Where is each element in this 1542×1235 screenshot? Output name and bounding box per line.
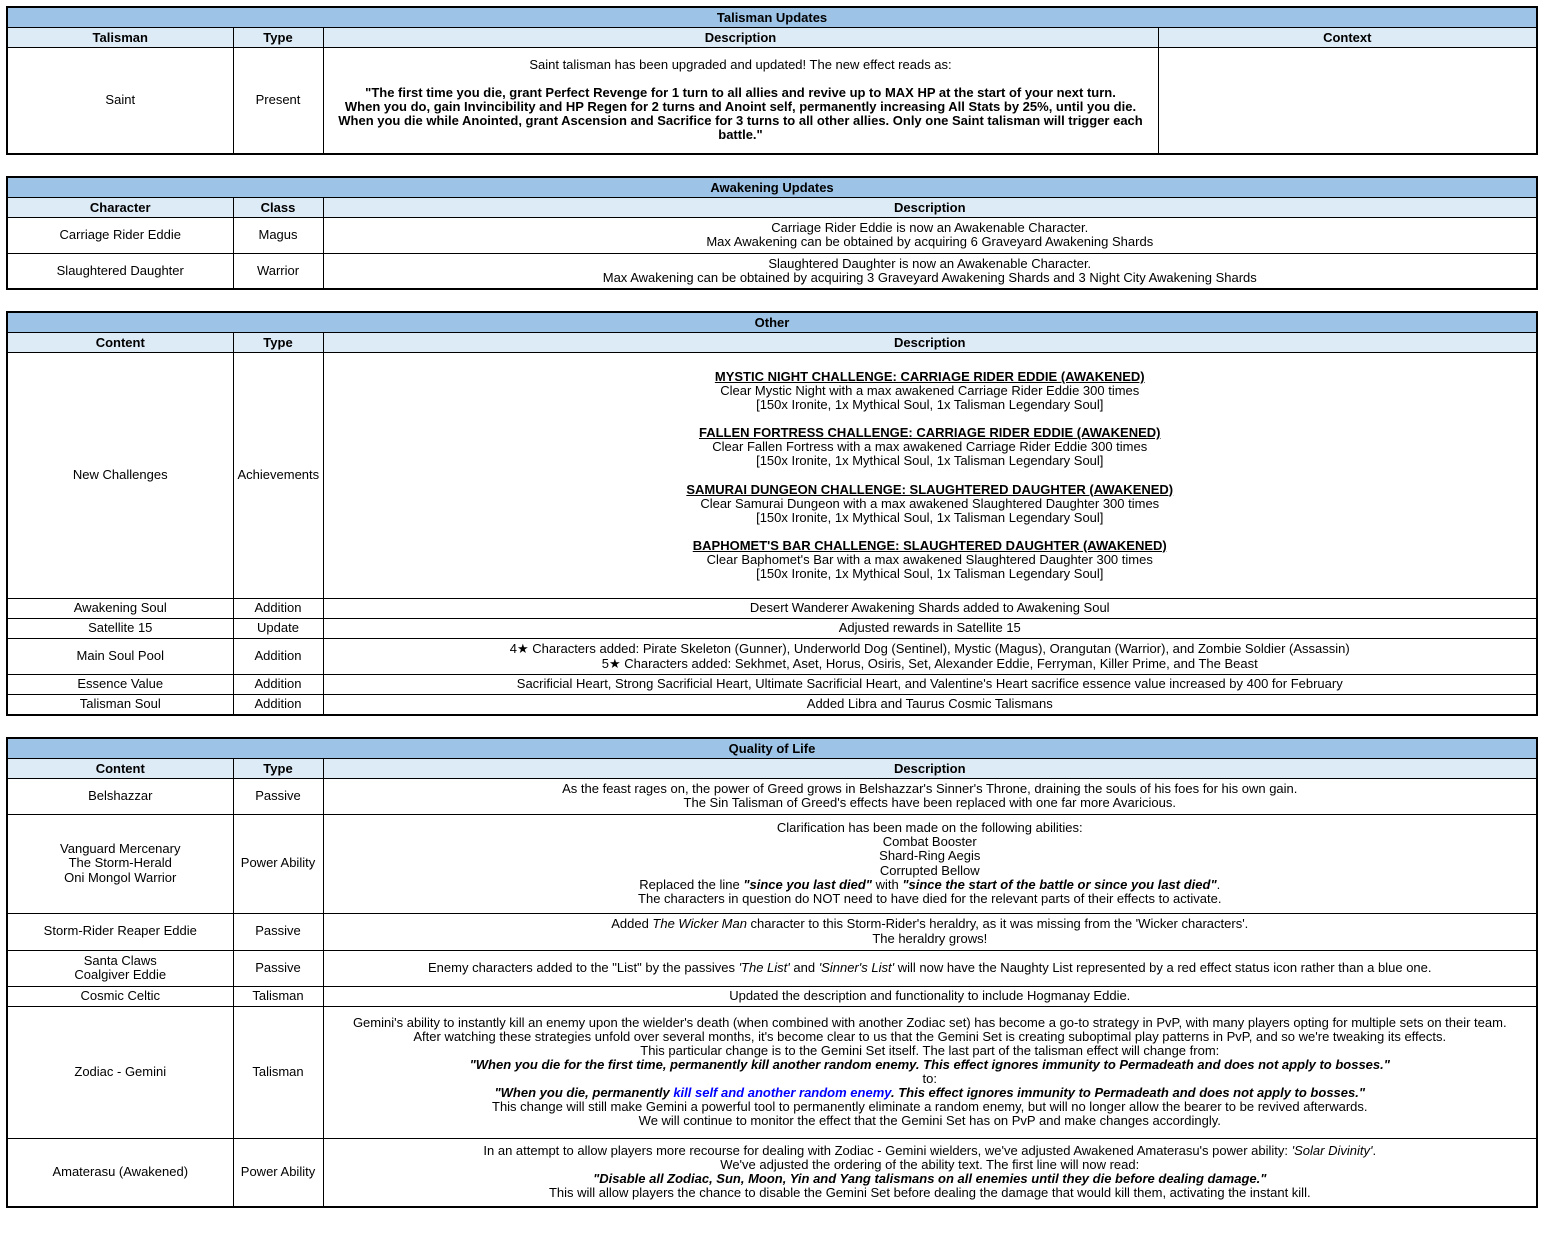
text-line <box>328 932 1533 946</box>
table-cell <box>1158 48 1537 154</box>
text-line <box>328 878 1533 892</box>
text-segment: Talisman <box>252 1063 304 1079</box>
table-row <box>7 814 1537 913</box>
text-segment: and <box>789 959 819 975</box>
text-segment: Power Ability <box>240 1164 316 1180</box>
text-segment: Replaced the line <box>639 876 744 892</box>
column-header: Description <box>323 333 1537 353</box>
text-segment: This change will still make Gemini a powerful tool to permanently eliminate a random enemy, but will no longer allow the bearer to be revived afterwards. <box>492 1099 1368 1115</box>
text-segment: Clear Fallen Fortress with a max awakened Carriage Rider Eddie 300 times <box>712 439 1148 455</box>
table-cell <box>323 950 1537 986</box>
text-segment: Present <box>255 92 301 108</box>
table-cell <box>233 675 323 695</box>
table-cell <box>233 950 323 986</box>
table-cell <box>7 675 233 695</box>
text-segment: Amaterasu (Awakened) <box>52 1164 189 1180</box>
text-line <box>328 1044 1533 1058</box>
text-line <box>328 235 1533 249</box>
text-line <box>328 849 1533 863</box>
table-cell <box>7 353 233 599</box>
table-cell <box>323 1138 1537 1207</box>
text-line <box>12 1065 229 1079</box>
text-line <box>238 601 319 615</box>
text-segment: "since you last died" <box>743 876 872 892</box>
text-line <box>328 601 1533 615</box>
table-cell <box>323 1006 1537 1138</box>
column-header: Class <box>233 197 323 217</box>
text-line <box>328 370 1533 384</box>
text-line <box>328 553 1533 567</box>
text-segment: to: <box>922 1071 937 1086</box>
text-segment: "since the start of the battle or since you last died" <box>902 876 1217 892</box>
text-segment: [150x Ironite, 1x Mythical Soul, 1x Talisman Legendary Soul] <box>756 509 1104 525</box>
text-segment: Vanguard Mercenary <box>60 841 181 857</box>
text-segment: SAMURAI DUNGEON CHALLENGE: SLAUGHTERED DAUGHTER (AWAKENED) <box>686 481 1174 497</box>
text-line <box>238 228 319 242</box>
table-cell <box>323 814 1537 913</box>
text-line <box>328 835 1533 849</box>
text-line <box>328 677 1533 691</box>
text-line <box>328 483 1533 497</box>
text-line <box>328 892 1533 906</box>
text-segment: Storm-Rider Reaper Eddie <box>43 923 197 939</box>
table-cell <box>7 217 233 253</box>
text-line <box>12 954 229 968</box>
text-segment: New Challenges <box>72 467 168 483</box>
table-quality-of-life <box>6 737 1538 1209</box>
text-line <box>12 677 229 691</box>
text-segment: We will continue to monitor the effect that the Gemini Set has on PvP and make changes accordingly. <box>638 1113 1221 1129</box>
text-segment: Santa Claws <box>83 952 157 968</box>
text-line <box>328 1086 1533 1100</box>
text-line <box>328 58 1154 72</box>
text-segment: 'Solar Divinity' <box>1291 1143 1373 1159</box>
table-row <box>7 913 1537 950</box>
text-segment: Cosmic Celtic <box>80 987 160 1003</box>
text-segment: Belshazzar <box>88 787 153 803</box>
table-row <box>7 778 1537 814</box>
text-segment: The characters in question do NOT need to have died for the relevant parts of their effects to activate. <box>638 890 1222 906</box>
column-header-row <box>7 333 1537 353</box>
text-line <box>328 1172 1533 1186</box>
text-segment: 5★ Characters added: Sekhmet, Aset, Horus, Osiris, Set, Alexander Eddie, Ferryman, Killer Prime, and The Beast <box>601 655 1258 671</box>
text-line <box>328 72 1154 86</box>
text-line <box>238 468 319 482</box>
table-cell <box>323 48 1158 154</box>
text-segment: Passive <box>255 959 301 975</box>
table-row <box>7 695 1537 715</box>
table-cell <box>233 639 323 675</box>
text-line <box>328 468 1533 482</box>
text-segment: MYSTIC NIGHT CHALLENGE: CARRIAGE RIDER EDDIE (AWAKENED) <box>714 369 1145 385</box>
table-cell <box>233 778 323 814</box>
table-cell <box>233 599 323 619</box>
text-segment: 'Sinner's List' <box>818 959 895 975</box>
text-segment: Combat Booster <box>882 834 977 850</box>
text-line <box>328 398 1533 412</box>
table-cell <box>233 1006 323 1138</box>
text-line <box>238 856 319 870</box>
table-cell <box>233 619 323 639</box>
table-row <box>7 639 1537 675</box>
text-segment: [150x Ironite, 1x Mythical Soul, 1x Talisman Legendary Soul] <box>756 453 1104 469</box>
text-line <box>238 789 319 803</box>
text-segment: kill self and another random enemy <box>673 1085 891 1101</box>
text-segment: Saint <box>105 92 136 108</box>
text-segment: "When you die for the first time, permanently kill another random enemy. This effect ignores immunity to Permadeath and does not apply to bosses." <box>469 1056 1390 1072</box>
text-line <box>328 567 1533 581</box>
text-segment: "The first time you die, grant Perfect Revenge for 1 turn to all allies and revive up to MAX HP at the start of your next turn. <box>365 85 1116 101</box>
text-segment: Clear Mystic Night with a max awakened Carriage Rider Eddie 300 times <box>720 383 1140 399</box>
text-segment: Awakening Soul <box>73 600 167 616</box>
text-segment: . This effect ignores immunity to Permadeath and does not apply to bosses." <box>891 1085 1366 1101</box>
text-segment: We've adjusted the ordering of the ability text. The first line will now read: <box>720 1157 1140 1173</box>
table-cell <box>233 353 323 599</box>
table-cell <box>7 986 233 1006</box>
text-segment: Max Awakening can be obtained by acquiring 3 Graveyard Awakening Shards and 3 Night City Awakening Shards <box>602 269 1257 285</box>
text-segment: Saint talisman has been upgraded and updated! The new effect reads as: <box>529 57 952 73</box>
text-segment: 4★ Characters added: Pirate Skeleton (Gunner), Underworld Dog (Sentinel), Mystic (Magus), Orangutan (Warrior), and Zombie Soldier (Assassin) <box>509 641 1350 657</box>
table-cell <box>233 814 323 913</box>
table-cell <box>323 353 1537 599</box>
text-line <box>328 525 1533 539</box>
table-row <box>7 253 1537 289</box>
text-line <box>328 961 1533 975</box>
column-header: Type <box>233 28 323 48</box>
text-segment: Main Soul Pool <box>76 648 164 664</box>
text-segment: with <box>871 876 903 892</box>
table-cell <box>7 913 233 950</box>
text-line <box>12 1165 229 1179</box>
text-segment: "Disable all Zodiac, Sun, Moon, Yin and Yang talismans on all enemies until they die before dealing damage." <box>593 1171 1267 1187</box>
text-segment: Adjusted rewards in Satellite 15 <box>838 620 1021 636</box>
table-cell <box>7 814 233 913</box>
text-segment: Added <box>611 916 653 932</box>
text-line <box>328 642 1533 656</box>
text-line <box>328 989 1533 1003</box>
text-segment: This particular change is to the Gemini Set itself. The last part of the talisman effect will change from: <box>640 1042 1220 1058</box>
table-row <box>7 986 1537 1006</box>
table-cell <box>323 253 1537 289</box>
table-row <box>7 353 1537 599</box>
table-row <box>7 1138 1537 1207</box>
table-cell <box>7 253 233 289</box>
table-cell <box>7 778 233 814</box>
text-segment: Power Ability <box>240 855 316 871</box>
text-line <box>328 1158 1533 1172</box>
column-header: Content <box>7 758 233 778</box>
text-segment: This will allow players the chance to disable the Gemini Set before dealing the damage that would kill them, activating the instant kill. <box>548 1185 1311 1201</box>
column-header: Character <box>7 197 233 217</box>
text-segment: Sacrificial Heart, Strong Sacrificial Heart, Ultimate Sacrificial Heart, and Valentine's Heart sacrifice essence value increased by 400 for February <box>516 676 1343 692</box>
table-cell <box>323 778 1537 814</box>
text-segment: Addition <box>254 600 302 616</box>
text-line <box>238 621 319 635</box>
table-cell <box>233 986 323 1006</box>
column-header: Description <box>323 758 1537 778</box>
text-segment: Addition <box>254 676 302 692</box>
text-segment: Slaughtered Daughter <box>56 262 184 278</box>
table-row <box>7 675 1537 695</box>
text-segment: Oni Mongol Warrior <box>64 869 177 885</box>
table-title: Other <box>7 312 1537 333</box>
text-segment: As the feast rages on, the power of Greed grows in Belshazzar's Sinner's Throne, draining the souls of his foes for his own gain. <box>562 780 1298 796</box>
text-line <box>12 856 229 870</box>
text-segment: Gemini's ability to instantly kill an enemy upon the wielder's death (when combined with another Zodiac set) has become a go-to strategy in PvP, with many players opting for multiple sets on their team. <box>352 1014 1507 1030</box>
text-line <box>328 657 1533 671</box>
text-segment: Coalgiver Eddie <box>74 967 167 982</box>
text-line <box>328 796 1533 810</box>
text-line <box>328 697 1533 711</box>
text-segment: Satellite 15 <box>88 620 153 636</box>
table-cell <box>7 1138 233 1207</box>
text-segment: When you die while Anointed, grant Ascension and Sacrifice for 3 turns to all other allies. Only one Saint talisman will trigger each battle." <box>338 113 1143 143</box>
text-line <box>328 621 1533 635</box>
table-cell <box>323 639 1537 675</box>
text-line <box>12 621 229 635</box>
text-line <box>328 497 1533 511</box>
table-title: Quality of Life <box>7 738 1537 759</box>
table-title-row <box>7 312 1537 333</box>
text-line <box>12 468 229 482</box>
table-other <box>6 311 1538 716</box>
table-talisman-updates <box>6 6 1538 155</box>
table-title: Talisman Updates <box>7 7 1537 28</box>
text-segment: The Wicker Man <box>652 916 747 932</box>
column-header: Type <box>233 758 323 778</box>
text-segment: Addition <box>254 648 302 664</box>
text-segment: Talisman <box>252 987 304 1003</box>
text-line <box>12 93 229 107</box>
text-segment: "When you die, permanently <box>494 1085 674 1101</box>
text-segment: [150x Ironite, 1x Mythical Soul, 1x Talisman Legendary Soul] <box>756 565 1104 581</box>
table-cell <box>233 695 323 715</box>
text-line <box>328 1144 1533 1158</box>
text-line <box>328 1100 1533 1114</box>
text-line <box>238 989 319 1003</box>
text-segment: [150x Ironite, 1x Mythical Soul, 1x Talisman Legendary Soul] <box>756 397 1104 413</box>
text-segment: Slaughtered Daughter is now an Awakenable Character. <box>768 255 1092 271</box>
text-line <box>328 86 1154 100</box>
column-header: Content <box>7 333 233 353</box>
table-cell <box>233 913 323 950</box>
table-cell <box>7 1006 233 1138</box>
text-segment: Clear Samurai Dungeon with a max awakened Slaughtered Daughter 300 times <box>700 495 1160 511</box>
text-line <box>238 924 319 938</box>
text-line <box>328 100 1154 114</box>
text-segment: After watching these strategies unfold over several months, it's become clear to us that the Gemini Set is creating suboptimal play patterns in PvP, and so we're tweaking its effects. <box>413 1028 1447 1044</box>
table-row <box>7 599 1537 619</box>
text-line <box>238 697 319 711</box>
table-cell <box>233 48 323 154</box>
text-line <box>328 271 1533 285</box>
text-segment: Passive <box>255 923 301 939</box>
table-title-row <box>7 738 1537 759</box>
column-header: Description <box>323 197 1537 217</box>
table-row <box>7 1006 1537 1138</box>
column-header: Talisman <box>7 28 233 48</box>
text-segment: Essence Value <box>77 676 164 692</box>
text-segment: Carriage Rider Eddie is now an Awakenable Character. <box>771 219 1089 235</box>
text-line <box>328 114 1154 142</box>
table-cell <box>7 619 233 639</box>
text-segment: . <box>1216 876 1221 892</box>
text-line <box>12 968 229 982</box>
text-segment: Warrior <box>256 262 300 278</box>
text-segment: The Storm-Herald <box>68 855 172 871</box>
text-line <box>328 257 1533 271</box>
text-segment: Updated the description and functionality to include Hogmanay Eddie. <box>729 987 1131 1003</box>
text-line <box>12 789 229 803</box>
text-line <box>328 221 1533 235</box>
text-line <box>328 1058 1533 1072</box>
text-segment: Corrupted Bellow <box>879 862 980 878</box>
text-line <box>328 821 1533 835</box>
text-line <box>328 412 1533 426</box>
text-segment: Clarification has been made on the following abilities: <box>776 820 1083 836</box>
table-cell <box>323 986 1537 1006</box>
text-line <box>12 924 229 938</box>
table-cell <box>323 913 1537 950</box>
text-segment: Desert Wanderer Awakening Shards added to Awakening Soul <box>749 600 1110 616</box>
column-header-row <box>7 197 1537 217</box>
table-awakening-updates <box>6 176 1538 291</box>
table-cell <box>323 675 1537 695</box>
text-line <box>12 264 229 278</box>
text-line <box>12 842 229 856</box>
table-title-row <box>7 177 1537 198</box>
text-segment: Carriage Rider Eddie <box>59 226 181 242</box>
text-line <box>12 649 229 663</box>
text-line <box>238 1065 319 1079</box>
table-cell <box>233 217 323 253</box>
text-line <box>328 440 1533 454</box>
text-line <box>328 539 1533 553</box>
text-line <box>238 961 319 975</box>
text-segment: 'The List' <box>738 959 790 975</box>
text-line <box>328 1030 1533 1044</box>
table-cell <box>7 695 233 715</box>
text-segment: The Sin Talisman of Greed's effects have been replaced with one far more Avaricious. <box>683 795 1176 810</box>
text-line <box>328 1016 1533 1030</box>
table-cell <box>323 619 1537 639</box>
table-row <box>7 950 1537 986</box>
text-line <box>238 1165 319 1179</box>
table-cell <box>7 599 233 619</box>
text-line <box>328 426 1533 440</box>
table-cell <box>7 639 233 675</box>
text-segment: Clear Baphomet's Bar with a max awakened Slaughtered Daughter 300 times <box>706 551 1153 567</box>
table-cell <box>323 695 1537 715</box>
text-segment: Added Libra and Taurus Cosmic Talismans <box>806 696 1053 712</box>
column-header: Description <box>323 28 1158 48</box>
text-segment: The heraldry grows! <box>872 930 988 946</box>
text-segment: Achievements <box>237 467 320 483</box>
text-segment: Enemy characters added to the "List" by the passives <box>428 959 739 975</box>
text-line <box>328 1186 1533 1200</box>
text-segment: Update <box>257 620 299 636</box>
table-cell <box>7 48 233 154</box>
text-line <box>328 511 1533 525</box>
text-segment: character to this Storm-Rider's heraldry, as it was missing from the 'Wicker characters'. <box>746 916 1249 932</box>
text-line <box>12 228 229 242</box>
table-title-row <box>7 7 1537 28</box>
text-line <box>328 1114 1533 1128</box>
column-header-row <box>7 758 1537 778</box>
text-segment: In an attempt to allow players more recourse for dealing with Zodiac - Gemini wielders, we've adjusted Awakened Amaterasu's power ability: <box>483 1143 1292 1159</box>
table-row <box>7 48 1537 154</box>
text-segment: FALLEN FORTRESS CHALLENGE: CARRIAGE RIDER EDDIE (AWAKENED) <box>698 425 1161 441</box>
table-cell <box>7 950 233 986</box>
text-line <box>12 989 229 1003</box>
text-line <box>238 649 319 663</box>
text-segment: Passive <box>255 787 301 803</box>
text-segment: will now have the Naughty List represented by a red effect status icon rather than a blue one. <box>894 959 1432 975</box>
column-header-row <box>7 28 1537 48</box>
text-line <box>328 917 1533 931</box>
text-segment: . <box>1372 1143 1377 1159</box>
text-segment: Addition <box>254 696 302 712</box>
table-row <box>7 217 1537 253</box>
text-line <box>238 93 319 107</box>
table-row <box>7 619 1537 639</box>
table-cell <box>233 1138 323 1207</box>
text-line <box>328 454 1533 468</box>
column-header: Context <box>1158 28 1537 48</box>
text-line <box>328 1072 1533 1086</box>
column-header: Type <box>233 333 323 353</box>
text-segment: BAPHOMET'S BAR CHALLENGE: SLAUGHTERED DAUGHTER (AWAKENED) <box>692 537 1167 553</box>
text-line <box>12 601 229 615</box>
text-line <box>328 864 1533 878</box>
table-title: Awakening Updates <box>7 177 1537 198</box>
text-segment: Max Awakening can be obtained by acquiring 6 Graveyard Awakening Shards <box>706 234 1154 249</box>
text-line <box>328 384 1533 398</box>
text-segment: Zodiac - Gemini <box>74 1063 167 1079</box>
text-line <box>238 264 319 278</box>
text-line <box>12 871 229 885</box>
table-cell <box>323 599 1537 619</box>
table-cell <box>323 217 1537 253</box>
text-segment: Talisman Soul <box>79 696 161 712</box>
text-segment: When you do, gain Invincibility and HP Regen for 2 turns and Anoint self, permanently increasing All Stats by 25%, until you die. <box>344 99 1137 115</box>
text-line <box>12 697 229 711</box>
text-line <box>328 782 1533 796</box>
text-line <box>238 677 319 691</box>
text-segment: Shard-Ring Aegis <box>879 848 981 864</box>
text-segment: Magus <box>258 226 298 242</box>
table-cell <box>233 253 323 289</box>
